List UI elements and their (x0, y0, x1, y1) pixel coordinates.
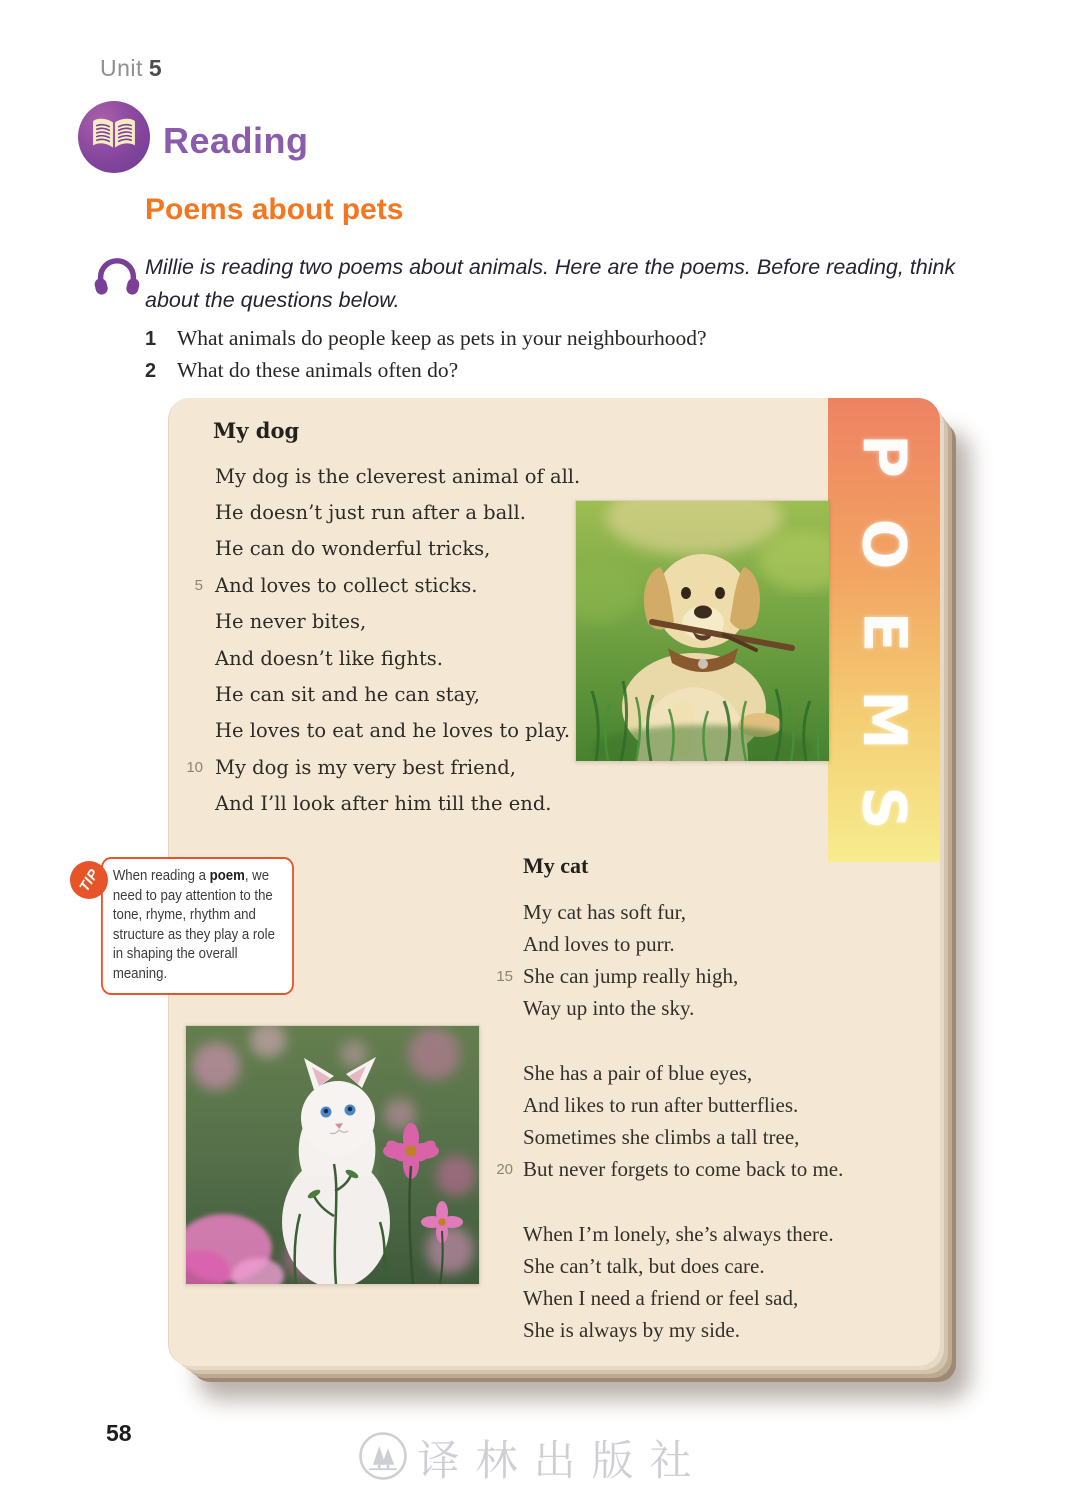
dog-poem (181, 458, 580, 822)
reading-section-badge (78, 101, 150, 173)
line-number: 10 (186, 758, 203, 776)
banner-letter: S (849, 786, 919, 830)
poem-line: She can’t talk, but does care. (523, 1253, 765, 1278)
unit-number: 5 (148, 55, 163, 81)
poem-line: And loves to purr. (523, 931, 675, 956)
line-number: 5 (194, 576, 203, 594)
tip-badge (70, 861, 108, 899)
poem-line: And doesn’t like fights. (215, 646, 444, 670)
banner-letter: O (848, 518, 919, 570)
cat-poem (489, 896, 843, 1379)
tip-box (101, 857, 294, 995)
line-number: 15 (496, 967, 513, 985)
dog-with-stick-photo (575, 500, 830, 762)
question-row (145, 358, 965, 383)
cat-poem-stanza (489, 896, 843, 1024)
tip-bold-word: poem (209, 868, 245, 884)
publisher-name: 译林出版社 (417, 1436, 708, 1485)
poem-line: Sometimes she climbs a tall tree, (523, 1124, 800, 1149)
banner-letter: P (848, 434, 919, 478)
poem-line: When I’m lonely, she’s always there. (523, 1221, 834, 1246)
intro-text: Millie is reading two poems about animals. Here are the poems. Before reading, think about the questions below. (145, 255, 956, 312)
tip-text: , we need to pay attention to the tone, rhyme, rhythm and structure as they play a role in shaping the overall meaning. (112, 868, 275, 982)
poem-line: Way up into the sky. (523, 995, 695, 1020)
unit-label: Unit (100, 55, 143, 81)
section-title: Reading (163, 120, 309, 161)
tip-label: TIP (76, 865, 102, 895)
poem-line: My dog is the cleverest animal of all. (215, 464, 581, 488)
poem-line: She has a pair of blue eyes, (523, 1060, 753, 1085)
poem-line: He can sit and he can stay, (215, 683, 480, 707)
lesson-title: Poems about pets (145, 193, 404, 226)
cat-poem-stanza (489, 1218, 843, 1346)
unit-header (100, 55, 162, 82)
poem-line: He can do wonderful tricks, (215, 537, 491, 561)
question-number: 1 (145, 328, 157, 350)
poem-line: She is always by my side. (523, 1317, 740, 1342)
poem-line: He loves to eat and he loves to play. (215, 719, 571, 743)
tip-text: When reading a (112, 868, 210, 884)
banner-letter: E (849, 611, 919, 653)
poem-line: 20 But never forgets to come back to me. (489, 1153, 843, 1185)
white-cat-in-flowers-photo (185, 1025, 480, 1285)
poem-line: And I’ll look after him till the end. (215, 792, 552, 816)
poem-line: When I need a friend or feel sad, (523, 1285, 799, 1310)
banner-letter: M (849, 690, 919, 750)
poems-tab-banner (828, 398, 940, 862)
page-number: 58 (106, 1420, 132, 1446)
poem-line: He never bites, (215, 610, 367, 634)
open-book-icon (91, 117, 137, 158)
poem-line: 10 My dog is my very best friend, (181, 749, 580, 785)
headphones-icon (93, 252, 141, 298)
poem-line: And likes to run after butterflies. (523, 1092, 799, 1117)
poem-line: He doesn’t just run after a ball. (215, 501, 526, 525)
question-text: What do these animals often do? (177, 358, 459, 382)
question-text: What animals do people keep as pets in your neighbourhood? (177, 326, 707, 350)
publisher-trees-logo (357, 1431, 407, 1486)
dog-poem-title: My dog (213, 418, 300, 443)
cat-poem-title: My cat (523, 853, 589, 878)
question-row (145, 326, 965, 351)
cat-poem-stanza (489, 1057, 843, 1185)
question-number: 2 (145, 360, 157, 382)
poem-line: 15 She can jump really high, (489, 960, 843, 992)
publisher-watermark (357, 1428, 707, 1488)
poem-line: 5 And loves to collect sticks. (181, 567, 580, 603)
line-number: 20 (496, 1160, 513, 1178)
pre-reading-questions (145, 326, 965, 390)
poem-line: My cat has soft fur, (523, 899, 687, 924)
